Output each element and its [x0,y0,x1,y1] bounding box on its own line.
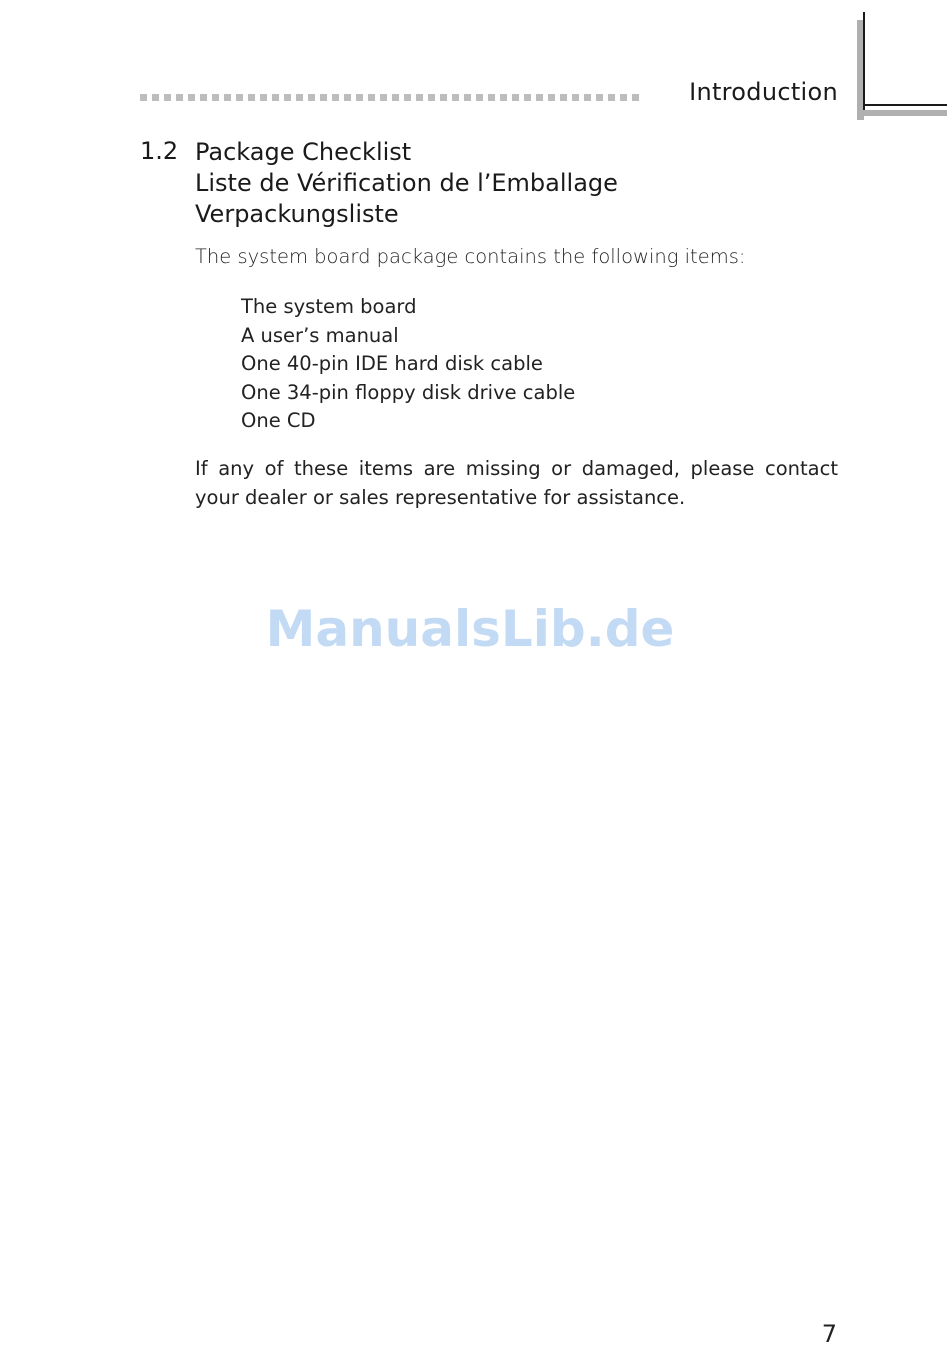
section-title-english: Package Checklist [195,138,412,166]
section-heading [195,137,618,230]
list-item: One 40-pin IDE hard disk cable [241,352,543,375]
section-title-german: Verpackungsliste [195,200,399,228]
missing-items-note: If any of these items are missing or damaged, please contact your dealer or sales representative for assistance. [195,457,838,509]
corner-tab-horizontal-shadow [857,110,947,116]
watermark: ManualsLib.de [265,600,675,658]
package-item-list [241,293,575,436]
corner-tab-horizontal-line [863,104,947,106]
intro-paragraph: The system board package contains the following items: [195,245,746,268]
list-item: One 34-pin floppy disk drive cable [241,380,576,404]
corner-tab-vertical-line [863,12,865,116]
header-dotted-rule [140,94,680,102]
list-item: One CD [241,409,316,432]
page-number: 7 [821,1320,837,1348]
corner-tab-decoration [857,12,947,112]
list-item: A user’s manual [241,323,399,347]
list-item: The system board [241,295,417,318]
section-title-french: Liste de Vérification de l’Emballage [195,169,618,197]
section-number: 1.2 [140,137,179,165]
running-header-title: Introduction [689,78,838,106]
